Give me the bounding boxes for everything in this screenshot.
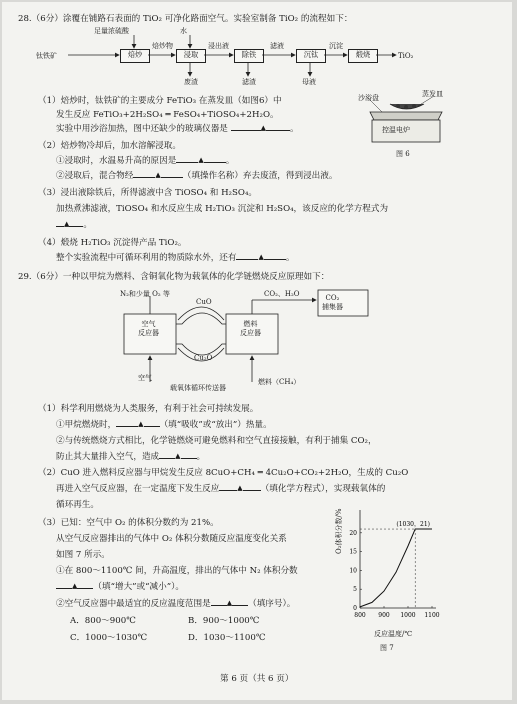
q28-3-line3: ▲ 。	[56, 220, 92, 231]
flow-step2: 浸取	[176, 49, 206, 63]
flow-acid-label: 足量浓硫酸	[94, 27, 129, 35]
q28-2-line2: ①浸取时，水温易升高的原因是 ▲ 。	[56, 156, 235, 166]
option-b: B．900～1000℃	[188, 616, 260, 626]
q28-2-line3: ②浸取后，混合物经 ▲ （填操作名称）弃去废渣，得到浸出液。	[56, 171, 338, 181]
chemical-looping-diagram	[122, 290, 422, 390]
diagram-loop-caption: 载氧体循环传送器	[170, 384, 226, 392]
flow-end: TiO₂	[398, 52, 414, 60]
option-c: C．1000～1030℃	[70, 633, 148, 643]
q28-2-line1: （2）焙炒物冷却后，加水溶解浸取。	[38, 141, 181, 151]
chart-y-tick-label: 20	[349, 529, 357, 537]
q28-1-line1: （1）焙炒时，钛铁矿的主要成分 FeTiO₃ 在蒸发皿（如图6）中	[38, 96, 282, 106]
q28-3-line1: （3）浸出液除铁后，所得滤液中含 TiOSO₄ 和 H₂SO₄。	[38, 188, 257, 198]
q29-3-line2: 从空气反应器排出的气体中 O₂ 体积分数随反应温度变化关系	[56, 534, 287, 544]
flow-arrow3-label: 滤液	[270, 42, 284, 50]
q29-3-line3: 如图 7 所示。	[56, 550, 110, 560]
chart-x-tick-label: 1100	[424, 612, 440, 619]
flow-waste2: 滤渣	[242, 78, 256, 86]
flow-step1: 焙炒	[120, 49, 150, 63]
flow-waste3: 母液	[302, 78, 316, 86]
chart-y-tick-label: 0	[353, 605, 357, 612]
q28-3-line2: 加热煮沸滤液，TiOSO₄ 和水反应生成 H₂TiO₃ 沉淀和 H₂SO₄，该反应的化学方程式为	[56, 204, 389, 214]
q28-1-line3: 实验中用沙浴加热，图中还缺少的玻璃仪器是 ▲ 。	[56, 124, 299, 134]
chart-x-tick-label: 900	[378, 612, 390, 619]
chart-x-axis-label: 反应温度/℃	[374, 630, 413, 638]
q28-1-line2: 发生反应 FeTiO₃+2H₂SO₄ ═ FeSO₄+TiOSO₄+2H₂O。	[56, 110, 279, 120]
chart-y-tick-label: 15	[349, 548, 357, 556]
chart-x-tick-label: 800	[354, 612, 366, 619]
q29-3-line1: （3）已知：空气中 O₂ 的体积分数约为 21%。	[38, 518, 219, 528]
chart-y-axis-label: O₂体积分数/%	[335, 508, 343, 554]
chart-y-tick-label: 5	[353, 586, 357, 594]
diagram-air-input: 空气	[138, 374, 152, 382]
q29-2-line3: 循环再生。	[56, 500, 99, 510]
q29-title: 29.（6分）一种以甲烷为燃料、含铜氧化物为载氧体的化学链燃烧反应原理如下：	[18, 272, 330, 282]
q29-1-line1: （1）科学利用燃烧为人类服务，有利于社会可持续发展。	[38, 404, 259, 414]
flow-arrows	[2, 2, 512, 102]
figure7-chart	[340, 508, 440, 618]
chart-caption: 图 7	[380, 644, 394, 652]
q29-3-line4: ①在 800～1100℃ 间，升高温度，排出的气体中 N₂ 体积分数	[56, 566, 298, 576]
fig6-caption: 图 6	[396, 150, 410, 158]
diagram-co2-capture: CO₂ 捕集器	[322, 294, 343, 311]
q29-2-line1: （2）CuO 进入燃料反应器与甲烷发生反应 8CuO+CH₄ ═ 4Cu₂O+CO₂+2H₂O，生成的 Cu₂O	[38, 468, 409, 478]
flow-arrow1-label: 焙炒物	[152, 42, 173, 50]
chart-annotation: (1030，21)	[396, 521, 430, 529]
fig6-sand-bath-label: 沙浴盘	[358, 94, 379, 102]
exam-page	[2, 2, 512, 700]
flow-water-label: 水	[180, 27, 187, 35]
q29-2-line2: 再进入空气反应器，在一定温度下发生反应 ▲ （填化学方程式），实现载氧体的	[56, 484, 386, 494]
q29-1-line2: ①甲烷燃烧时， ▲ （填“吸收”或“放出”）热量。	[56, 420, 272, 430]
option-d: D．1030～1100℃	[188, 633, 266, 643]
flow-step3: 除铁	[234, 49, 264, 63]
q28-title: 28.（6分）涂覆在铺路石表面的 TiO₂ 可净化路面空气。实验室制备 TiO₂ 的流程如下：	[18, 14, 353, 24]
flow-step4: 沉钛	[296, 49, 326, 63]
flow-step5: 煅烧	[348, 49, 378, 63]
q29-1-line3: ②与传统燃烧方式相比，化学链燃烧可避免燃料和空气直接接触，有利于捕集 CO₂，	[56, 436, 377, 446]
diagram-cuo-label: CuO	[196, 298, 212, 306]
diagram-fuel-reactor: 燃料 反应器	[240, 320, 261, 337]
flow-arrow2-label: 浸出液	[208, 42, 229, 50]
flow-waste1: 废渣	[184, 78, 198, 86]
q29-3-line5: ▲ （填“增大”或“减小”）。	[56, 582, 184, 593]
diagram-cu2o-label: Cu₂O	[194, 354, 213, 362]
fig6-heater-label: 控温电炉	[382, 126, 410, 134]
chart-series-line	[360, 529, 432, 607]
option-a: A．800～900℃	[70, 616, 136, 626]
q29-1-line4: 防止其大量排入空气，造成 ▲ 。	[56, 452, 206, 462]
diagram-fuel-input: 燃料（CH₄）	[258, 378, 301, 386]
page-footer: 第 6 页（共 6 页）	[220, 674, 294, 684]
diagram-exhaust-label: N₂和少量 O₂ 等	[120, 290, 170, 298]
diagram-co2-h2o-label: CO₂、H₂O	[264, 290, 300, 298]
fig6-dish-label: 蒸发皿	[422, 90, 443, 98]
flow-arrow4-label: 沉淀	[329, 42, 343, 50]
q28-4-line1: （4）煅烧 H₂TiO₃ 沉淀得产品 TiO₂。	[38, 238, 187, 248]
diagram-air-reactor: 空气 反应器	[138, 320, 159, 337]
chart-x-tick-label: 1000	[400, 612, 416, 619]
chart-y-tick-label: 10	[349, 567, 357, 575]
q29-3-line6: ②空气反应器中最适宜的反应温度范围是 ▲ （填序号）。	[56, 599, 296, 609]
flow-start: 钛铁矿	[36, 52, 57, 60]
q28-4-line2: 整个实验流程中可循环利用的物质除水外，还有 ▲ 。	[56, 253, 295, 263]
